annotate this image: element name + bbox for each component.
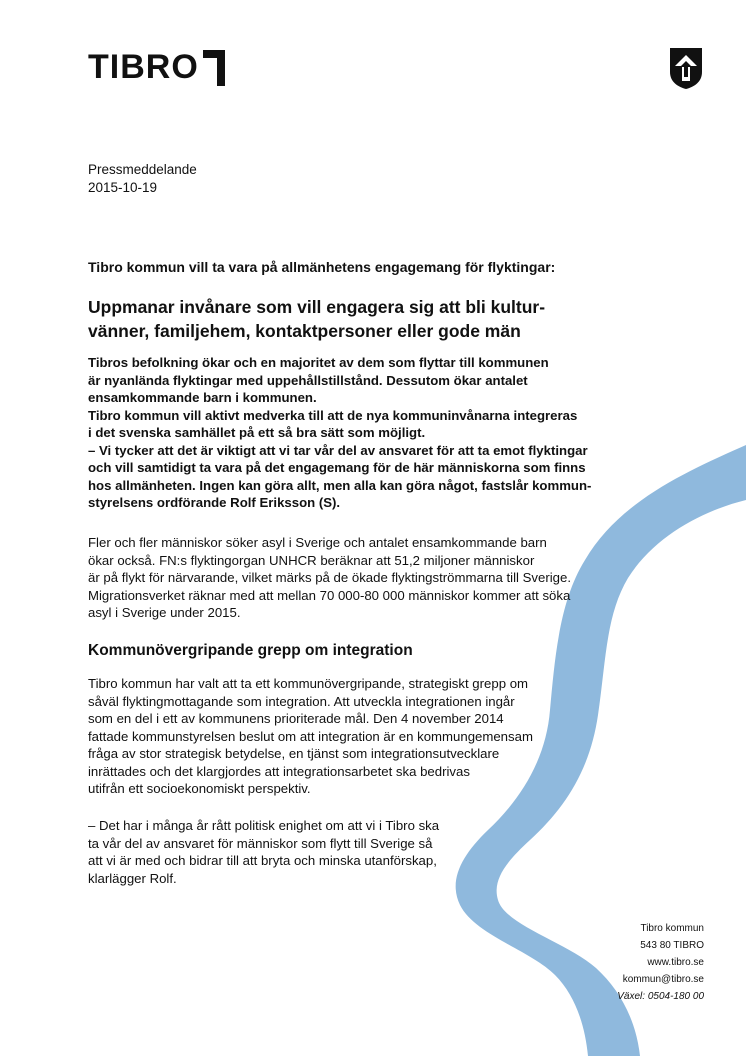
body-line: inrättades och det klargjordes att integrationsarbetet ska bedrivas — [88, 763, 470, 779]
body-line: ökar också. FN:s flyktingorgan UNHCR beräknar att 51,2 miljoner människor — [88, 552, 535, 568]
logo-mark-icon — [201, 46, 227, 88]
body-line: är på flykt för närvarande, vilket märks på de ökade flyktingströmmarna till Sverige. — [88, 570, 572, 585]
body-paragraph-3 — [88, 817, 478, 887]
body-line: såväl flyktingmottagande som integration. Att utveckla integrationen ingår — [88, 693, 515, 709]
body-line: klarlägger Rolf. — [88, 870, 177, 886]
headline-line: vänner, familjehem, kontaktpersoner eller gode män — [88, 321, 521, 341]
lead-line: och vill samtidigt ta vara på det engagemang för de här människorna som finns — [88, 460, 586, 475]
press-meta — [88, 161, 197, 197]
tibro-coat-of-arms-icon — [668, 46, 704, 90]
body-line: ta vår del av ansvaret för människor som flytt till Sverige så — [88, 835, 433, 851]
body-paragraph-2 — [88, 675, 558, 798]
headline — [88, 295, 688, 343]
tibro-logo — [88, 46, 227, 88]
body-line: Tibro kommun har valt att ta ett kommunövergripande, strategiskt grepp om — [88, 676, 529, 691]
body-line: att vi är med och bidrar till att bryta och minska utanförskap, — [88, 853, 437, 868]
body-line: utifrån ett socioekonomiskt perspektiv. — [88, 781, 311, 796]
lead-paragraph — [88, 407, 648, 442]
body-line: Migrationsverket räknar med att mellan 70 000-80 000 människor kommer att söka — [88, 587, 571, 603]
lead-line: styrelsens ordförande Rolf Eriksson (S). — [88, 495, 341, 510]
lead-line: hos allmänheten. Ingen kan göra allt, men alla kan göra något, fastslår kommun- — [88, 477, 592, 493]
section-heading: Kommunövergripande grepp om integration — [88, 642, 413, 659]
logo-text: TIBRO — [88, 48, 199, 86]
lead-line: – Vi tycker att det är viktigt att vi tar vår del av ansvaret för att ta emot flyktingar — [88, 442, 588, 458]
lead-line: Tibro kommun vill aktivt medverka till att de nya kommuninvånarna integreras — [88, 407, 578, 423]
body-line: Fler och fler människor söker asyl i Sverige och antalet ensamkommande barn — [88, 535, 547, 550]
lead-paragraphs — [88, 354, 648, 512]
headline-line: Uppmanar invånare som vill engagera sig att bli kultur- — [88, 297, 546, 317]
body-line: fattade kommunstyrelsen beslut om att integration är en kommungemensam — [88, 728, 533, 744]
body-line: asyl i Sverige under 2015. — [88, 605, 241, 620]
footer-web-link[interactable]: www.tibro.se — [647, 957, 704, 968]
lead-line: i det svenska samhället på ett så bra sätt som möjligt. — [88, 425, 426, 440]
body-line: fråga av stor strategisk betydelse, en tjänst som integrationsutvecklare — [88, 746, 500, 761]
lead-quote — [88, 442, 648, 512]
body-line: som en del i ett av kommunens prioriterade mål. Den 4 november 2014 — [88, 711, 504, 726]
lead-line: ensamkommande barn i kommunen. — [88, 390, 317, 405]
lead-paragraph — [88, 354, 648, 407]
contact-footer — [617, 920, 704, 1005]
document-type: Pressmeddelande — [88, 162, 197, 177]
body-line: – Det har i många år rått politisk enighet om att vi i Tibro ska — [88, 818, 440, 833]
footer-org: Tibro kommun — [640, 923, 704, 934]
document-date: 2015-10-19 — [88, 180, 158, 195]
footer-email-link[interactable]: kommun@tibro.se — [622, 974, 704, 985]
body-paragraph-1 — [88, 534, 648, 622]
lead-line: är nyanlända flyktingar med uppehållstillstånd. Dessutom ökar antalet — [88, 372, 528, 388]
lead-line: Tibros befolkning ökar och en majoritet av dem som flyttar till kommunen — [88, 355, 549, 370]
footer-phone: Växel: 0504-180 00 — [617, 991, 704, 1002]
footer-address: 543 80 TIBRO — [640, 940, 704, 951]
intro-line: Tibro kommun vill ta vara på allmänhetens engagemang för flyktingar: — [88, 259, 556, 275]
